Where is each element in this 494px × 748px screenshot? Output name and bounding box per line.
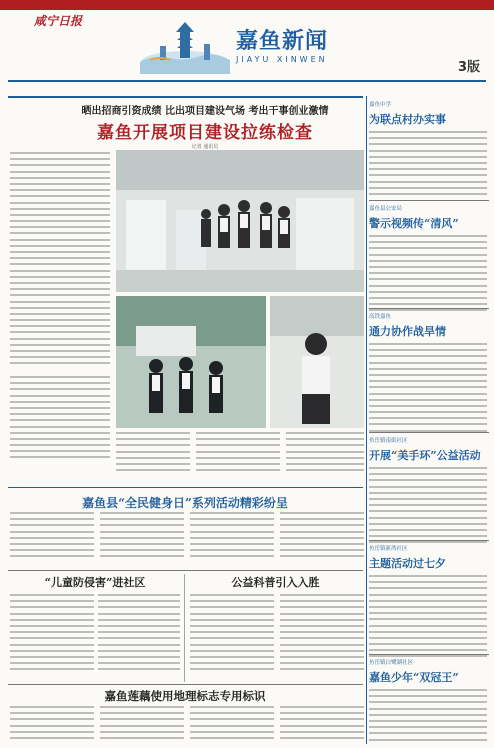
campaign-body-col-3	[190, 512, 274, 566]
welfare-headline: 公益科普引入入胜	[231, 576, 320, 589]
brief-headline: 开展“美手环”公益活动	[369, 449, 481, 462]
lead-body-column-4	[286, 432, 364, 480]
page-number: 3版	[457, 60, 480, 75]
lead-body-column-3	[196, 432, 280, 480]
brief-item	[369, 100, 489, 197]
masthead	[0, 0, 494, 84]
brief-body	[369, 689, 487, 745]
geo-headline: 嘉鱼莲藕使用地理标志专用标识	[104, 689, 266, 703]
official-portrait-image	[270, 296, 364, 428]
campaign-body-col-1	[10, 512, 94, 566]
pagoda-skyline-illustration	[140, 14, 230, 74]
geo-body-col-2	[100, 706, 184, 744]
lead-photo-site-visit	[116, 296, 266, 428]
masthead-band	[0, 0, 494, 10]
lead-top-rule	[8, 96, 363, 98]
brief-divider	[369, 432, 489, 433]
lead-kicker: 晒出招商引资成绩 比出项目建设气场 考出干事创业激情	[81, 106, 329, 117]
brief-body	[369, 343, 487, 439]
brief-divider	[369, 200, 489, 201]
brief-headline: 通力协作战旱情	[369, 325, 446, 338]
lead-headline: 嘉鱼开展项目建设拉练检查	[97, 123, 313, 143]
lead-photo-exhibition	[116, 150, 364, 292]
brief-headline: 主题活动过七夕	[369, 557, 446, 570]
brief-headline: 为联点村办实事	[369, 113, 446, 126]
brief-body	[369, 131, 487, 197]
brief-body	[369, 235, 487, 315]
geo-body-col-4	[280, 706, 364, 744]
brief-kicker: 高铁嘉鱼	[369, 314, 392, 320]
right-column-divider	[366, 96, 367, 744]
brief-item	[369, 204, 489, 315]
brief-kicker: 嘉鱼县公安局	[369, 206, 403, 212]
brief-kicker: 鱼岳镇南街社区	[369, 438, 408, 444]
geo-body-col-1	[10, 706, 94, 744]
brief-headline: 警示视频传“清风”	[369, 217, 459, 230]
column-divider	[184, 574, 185, 682]
exhibition-hall-image	[116, 150, 364, 292]
section-rule-1	[8, 487, 363, 488]
masthead-rule	[8, 80, 486, 82]
brief-kicker: 鱼岳镇新湾社区	[369, 546, 408, 552]
brief-item	[369, 544, 489, 659]
brief-divider	[369, 308, 489, 309]
brief-news-column	[369, 96, 489, 742]
brief-item	[369, 658, 489, 745]
campaign-headline: 嘉鱼县“全民健身日”系列活动精彩纷呈	[82, 496, 288, 510]
brief-body	[369, 575, 487, 659]
section-rule-2	[8, 570, 363, 571]
page-title-pinyin: JIAYU XINWEN	[236, 55, 328, 64]
brief-kicker: 嘉鱼中学	[369, 102, 392, 108]
lead-byline: 记者 通讯员	[191, 144, 219, 150]
welfare-body-col-2	[280, 594, 364, 678]
campaign-body-col-4	[280, 512, 364, 566]
fraud-body-col-2	[98, 594, 180, 678]
fraud-body-col-1	[10, 594, 94, 678]
geo-body-col-3	[190, 706, 274, 744]
lead-body-column-1	[10, 152, 110, 372]
lead-body-column-2	[116, 432, 190, 480]
brief-kicker: 鱼岳镇白鹭湖社区	[369, 660, 414, 666]
campaign-body-col-2	[100, 512, 184, 566]
section-rule-3	[8, 684, 363, 685]
brief-item	[369, 436, 489, 547]
lead-body-column-1b	[10, 376, 110, 464]
fraud-headline: “儿童防侵害”进社区	[44, 576, 146, 589]
brief-divider	[369, 654, 489, 655]
page-title: 嘉鱼新闻	[236, 28, 329, 54]
brief-divider	[369, 540, 489, 541]
brief-item	[369, 312, 489, 439]
brief-body	[369, 467, 487, 547]
lead-photo-official	[270, 296, 364, 428]
newspaper-logo: 咸宁日报	[34, 14, 83, 28]
welfare-body-col-1	[190, 594, 274, 678]
brief-headline: 嘉鱼少年“双冠王”	[369, 671, 459, 684]
site-visit-image	[116, 296, 266, 428]
